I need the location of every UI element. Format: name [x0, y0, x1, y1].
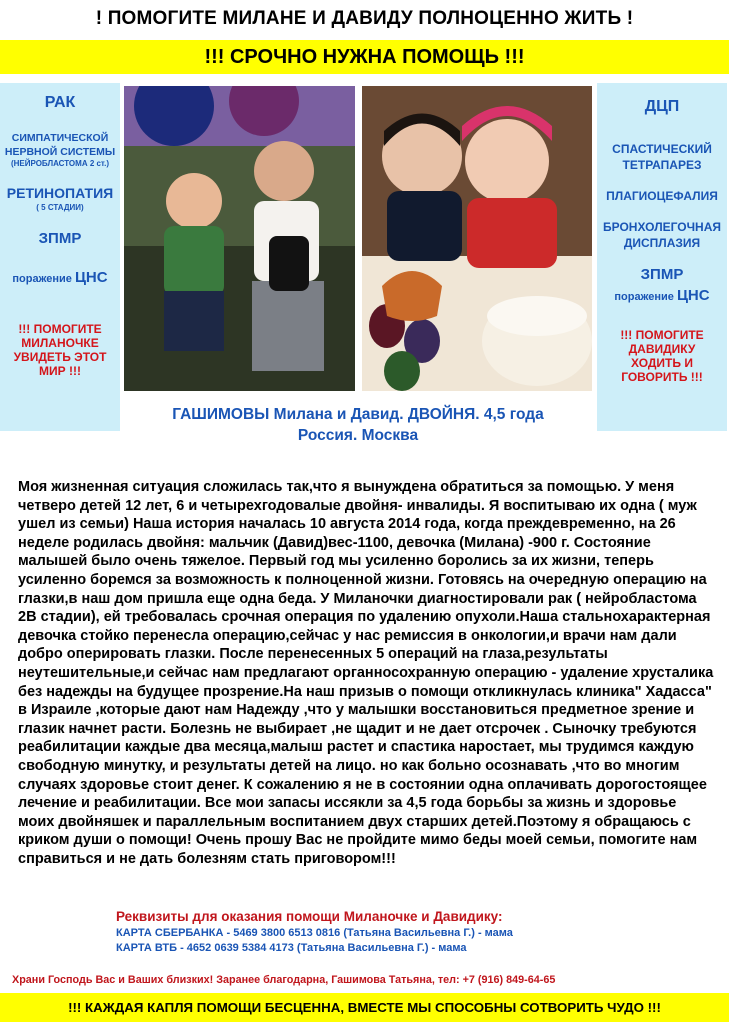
cns-label: ЦНС: [74, 269, 108, 286]
diagnosis-sympathetic: СИМПАТИЧЕСКОЙ НЕРВНОЙ СИСТЕМЫ: [4, 132, 116, 158]
vtb-card: КАРТА ВТБ - 4652 0639 5384 4173 (Татьяна Васильевна Г.) - мама: [116, 942, 467, 954]
children-names: [124, 404, 592, 446]
urgent-banner: !!! СРОЧНО НУЖНА ПОМОЩЬ !!!: [0, 40, 729, 74]
cns-prefix-right: поражение: [614, 291, 674, 303]
diagnosis-stages: ( 5 СТАДИИ): [36, 203, 84, 212]
names-line: ГАШИМОВЫ Милана и Давид. ДВОЙНЯ. 4,5 года: [172, 406, 544, 423]
diagnosis-neuroblastoma: (НЕЙРОБЛАСТОМА 2 ст.): [10, 159, 110, 168]
blessing-contact: Храни Господь Вас и Ваших близких! Заранее благодарна, Гашимова Татьяна, тел: +7 (916) 849-64-65: [12, 974, 556, 986]
diagnosis-plagiocephaly: ПЛАГИОЦЕФАЛИЯ: [606, 189, 718, 203]
photo-twins-sofa: [124, 86, 355, 391]
diagnosis-cns-right: [597, 287, 727, 304]
requisites-title: Реквизиты для оказания помощи Миланочке и Давидику:: [116, 909, 503, 924]
left-diagnosis-panel: [0, 83, 120, 431]
page-title: ! ПОМОГИТЕ МИЛАНЕ И ДАВИДУ ПОЛНОЦЕННО ЖИТЬ !: [95, 8, 634, 29]
photo-twins-easter: [362, 86, 592, 391]
diagnosis-spastic: СПАСТИЧЕСКИЙ ТЕТРАПАРЕЗ: [612, 142, 712, 172]
requisites-block: [116, 908, 636, 956]
cns-prefix: поражение: [12, 273, 72, 285]
story-text: Моя жизненная ситуация сложилась так,что я вынуждена обратиться за помощью. У меня четверо детей 12 лет, 6 и четырехгодовалые двойня- инвалиды. Я воспитываю их одна ( муж ушел из семьи) Наша история началась 10 августа 2014 года, когда преждевременно, на 26 неделе родилась двойня: мальчик (Давид)вес-1100, девочка (Милана) -900 г. Состояние малышей было очень тяжелое. Первый год мы усиленно боролись за их жизни, теперь усиленно боремся за возможность к полноценной жизни. Готовясь на очередную операцию на глазки,в наш дом пришла еще одна беда. У Миланочки диагностировали рак ( нейробластома 2В стадии), ей требовалась срочная операция по удалению опухоли.Наша стальнохарактерная девочка стойко перенесла операцию,сейчас у нас ремиссия в онкологии,и врачи нам дали добро оперировать глазки. После перенесенных 5 операций на глаза,результаты неутешительные,и сейчас нам предлагают органносохранную операцию - удаление хрусталика без надежды на будущее прозрение.На наш призыв о помощи откликнулась клиника" Хадасса" в Израиле ,которые дают нам Надежду ,что у малышки восстановиться предметное зрение и глазик начнет расти. Болезнь не выбирает ,не щадит и не дает отсрочек . Сыночку требуются реабилитации каждые два месяца,малыш растет и спастика наростает, мы трудимся каждую свободную минутку, и результаты детей на лицо. но как больно осознавать ,что во многим случаях здоровье стоит денег. К сожалению я не в состоянии одна оплачивать дорогостоящее лечение и реабилитации. Все мои запасы иссякли за 4,5 года борьбы за жизнь и здоровье моих двойняшек и параллельным воспитанием двух старших детей.Поэтому я обращаюсь с криком души о помощи! Очень прошу Вас не пройдите мимо беды моей семьи, помогите нам справиться и не дать болезням стать приговором!!!: [18, 479, 714, 867]
cns-label-right: ЦНС: [676, 287, 710, 304]
diagnosis-dcp: ДЦП: [644, 98, 680, 115]
right-diagnosis-panel: [597, 83, 727, 431]
footer-banner: !!! КАЖДАЯ КАПЛЯ ПОМОЩИ БЕСЦЕННА, ВМЕСТЕ МЫ СПОСОБНЫ СОТВОРИТЬ ЧУДО !!!: [0, 993, 729, 1022]
diagnosis-zpmr-right: ЗПМР: [640, 266, 684, 283]
sber-card: КАРТА СБЕРБАНКА - 5469 3800 6513 0816 (Татьяна Васильевна Г.) - мама: [116, 927, 513, 939]
location-line: Россия. Москва: [297, 427, 419, 444]
diagnosis-cancer: РАК: [44, 94, 76, 111]
left-appeal: !!! ПОМОГИТЕ МИЛАНОЧКЕ УВИДЕТЬ ЭТОТ МИР !!!: [13, 322, 107, 378]
right-appeal: !!! ПОМОГИТЕ ДАВИДИКУ ХОДИТЬ И ГОВОРИТЬ !!!: [620, 328, 704, 384]
diagnosis-bpd: БРОНХОЛЕГОЧНАЯ ДИСПЛАЗИЯ: [603, 220, 721, 250]
diagnosis-zpmr: ЗПМР: [38, 230, 82, 247]
diagnosis-cns: [0, 269, 120, 286]
diagnosis-retinopathy: РЕТИНОПАТИЯ: [6, 185, 114, 201]
